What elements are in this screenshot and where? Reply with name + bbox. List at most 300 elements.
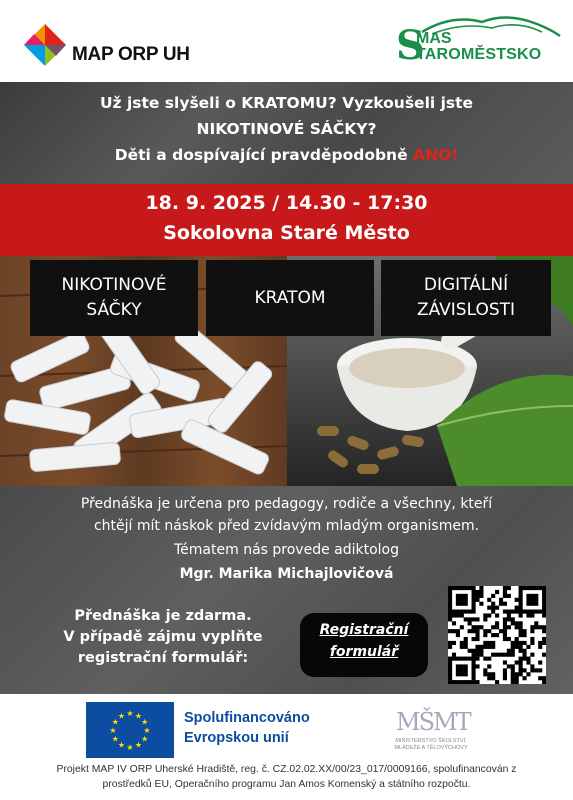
registration-line-1: Přednáška je zdarma. <box>74 608 252 624</box>
qr-module <box>479 586 483 590</box>
qr-module <box>519 641 523 645</box>
qr-module <box>487 676 491 680</box>
qr-module <box>530 586 534 590</box>
qr-module <box>515 598 519 602</box>
qr-module <box>483 657 487 661</box>
qr-module <box>460 586 464 590</box>
qr-module <box>511 680 515 684</box>
qr-module <box>472 660 476 664</box>
registration-button-line-2: formulář <box>329 644 399 661</box>
eu-star-icon: ★ <box>117 711 126 721</box>
qr-module <box>479 602 483 606</box>
qr-module <box>456 680 460 684</box>
qr-module <box>495 633 499 637</box>
qr-module <box>487 657 491 661</box>
topic-digital-addiction <box>381 260 551 336</box>
event-venue: Sokolovna Staré Město <box>163 222 410 244</box>
qr-module <box>448 680 452 684</box>
qr-module <box>491 641 495 645</box>
qr-module <box>491 594 495 598</box>
qr-module <box>530 653 534 657</box>
qr-module <box>448 602 452 606</box>
qr-module <box>526 602 530 606</box>
qr-module <box>515 621 519 625</box>
qr-module <box>495 613 499 617</box>
qr-module <box>472 680 476 684</box>
qr-module <box>522 668 526 672</box>
qr-module <box>472 594 476 598</box>
qr-module <box>448 594 452 598</box>
qr-module <box>448 606 452 610</box>
eu-star-icon: ★ <box>134 711 143 721</box>
qr-module <box>503 602 507 606</box>
qr-module <box>526 657 530 661</box>
qr-module <box>507 594 511 598</box>
qr-module <box>468 629 472 633</box>
project-footnote <box>0 762 573 792</box>
qr-module <box>460 668 464 672</box>
qr-module <box>503 629 507 633</box>
eu-star-icon: ★ <box>109 726 117 735</box>
qr-module <box>503 617 507 621</box>
qr-module <box>464 645 468 649</box>
qr-module <box>460 594 464 598</box>
qr-module <box>511 649 515 653</box>
qr-module <box>479 594 483 598</box>
qr-module <box>542 629 546 633</box>
qr-module <box>519 649 523 653</box>
qr-module <box>503 653 507 657</box>
intro-panel <box>0 82 573 184</box>
qr-module <box>507 586 511 590</box>
qr-module <box>475 645 479 649</box>
qr-module <box>519 633 523 637</box>
qr-module <box>464 617 468 621</box>
qr-module <box>534 668 538 672</box>
qr-module <box>456 610 460 614</box>
qr-module <box>468 621 472 625</box>
qr-code-icon[interactable] <box>448 586 546 684</box>
qr-module <box>519 660 523 664</box>
qr-module <box>542 676 546 680</box>
event-date-time: 18. 9. 2025 / 14.30 - 17:30 <box>145 192 428 214</box>
map-orp-logo-text: MAP ORP UH <box>72 44 190 65</box>
qr-module <box>522 653 526 657</box>
mas-logo-top-text: MAS <box>416 30 452 47</box>
qr-module <box>519 645 523 649</box>
qr-module <box>448 668 452 672</box>
qr-module <box>495 625 499 629</box>
qr-module <box>475 629 479 633</box>
qr-module <box>530 625 534 629</box>
qr-module <box>511 621 515 625</box>
qr-module <box>479 653 483 657</box>
qr-module <box>515 645 519 649</box>
registration-line-3: registrační formulář: <box>77 650 249 667</box>
registration-form-button[interactable] <box>300 613 428 677</box>
map-orp-logo-icon <box>22 22 68 68</box>
qr-module <box>542 594 546 598</box>
speaker-name: Mgr. Marika Michajlovičová <box>179 566 394 582</box>
qr-module <box>511 676 515 680</box>
qr-module <box>530 613 534 617</box>
qr-module <box>519 594 523 598</box>
qr-module <box>519 629 523 633</box>
qr-module <box>464 680 468 684</box>
qr-module <box>515 680 519 684</box>
qr-module <box>542 602 546 606</box>
qr-module <box>464 586 468 590</box>
qr-module <box>475 637 479 641</box>
qr-module <box>515 625 519 629</box>
topic-3-line-2: ZÁVISLOSTI <box>416 300 516 320</box>
qr-module <box>464 641 468 645</box>
qr-module <box>460 613 464 617</box>
qr-module <box>472 637 476 641</box>
qr-module <box>499 629 503 633</box>
qr-module <box>479 645 483 649</box>
msmt-caption <box>376 738 486 751</box>
qr-module <box>483 672 487 676</box>
qr-module <box>472 653 476 657</box>
intro-line-3 <box>0 146 573 164</box>
qr-module <box>464 657 468 661</box>
qr-module <box>526 610 530 614</box>
qr-module <box>519 672 523 676</box>
qr-module <box>452 586 456 590</box>
qr-module <box>464 610 468 614</box>
qr-module <box>507 610 511 614</box>
qr-module <box>460 645 464 649</box>
qr-module <box>542 680 546 684</box>
qr-module <box>530 594 534 598</box>
qr-module <box>491 610 495 614</box>
qr-module <box>519 613 523 617</box>
description-line-1: Přednáška je určena pro pedagogy, rodiče a všechny, kteří <box>80 496 493 512</box>
qr-module <box>487 613 491 617</box>
eu-star-icon: ★ <box>143 726 151 735</box>
qr-module <box>507 664 511 668</box>
qr-module <box>472 664 476 668</box>
qr-module <box>495 680 499 684</box>
qr-module <box>452 657 456 661</box>
qr-module <box>511 645 515 649</box>
footnote-line-2: prostředků EU, Operačního programu Jan Amos Komenský a státního rozpočtu. <box>102 779 471 791</box>
qr-module <box>538 641 542 645</box>
qr-module <box>456 613 460 617</box>
qr-module <box>460 657 464 661</box>
qr-module <box>448 657 452 661</box>
qr-module <box>487 629 491 633</box>
qr-module <box>464 668 468 672</box>
qr-module <box>491 672 495 676</box>
event-banner <box>0 184 573 256</box>
qr-module <box>460 680 464 684</box>
qr-module <box>526 672 530 676</box>
qr-module <box>460 625 464 629</box>
qr-module <box>542 641 546 645</box>
qr-module <box>515 637 519 641</box>
qr-module <box>526 586 530 590</box>
qr-module <box>538 645 542 649</box>
eu-star-icon: ★ <box>111 717 119 727</box>
qr-module <box>460 610 464 614</box>
qr-module <box>503 625 507 629</box>
qr-module <box>472 649 476 653</box>
qr-module <box>503 594 507 598</box>
qr-module <box>542 586 546 590</box>
qr-module <box>503 637 507 641</box>
qr-module <box>534 602 538 606</box>
qr-module <box>534 586 538 590</box>
qr-module <box>452 613 456 617</box>
qr-module <box>526 598 530 602</box>
qr-module <box>534 625 538 629</box>
qr-module <box>448 645 452 649</box>
qr-module <box>456 598 460 602</box>
qr-module <box>534 621 538 625</box>
qr-module <box>452 610 456 614</box>
qr-module <box>472 617 476 621</box>
qr-module <box>468 586 472 590</box>
qr-module <box>526 660 530 664</box>
eu-flag-icon <box>86 702 174 758</box>
qr-module <box>483 617 487 621</box>
qr-module <box>475 664 479 668</box>
qr-module <box>475 617 479 621</box>
qr-module <box>507 653 511 657</box>
qr-module <box>456 633 460 637</box>
topic-kratom <box>206 260 374 336</box>
qr-module <box>475 680 479 684</box>
qr-module <box>503 586 507 590</box>
qr-module <box>522 610 526 614</box>
qr-module <box>448 590 452 594</box>
qr-module <box>511 672 515 676</box>
qr-module <box>448 598 452 602</box>
qr-module <box>452 629 456 633</box>
qr-module <box>534 598 538 602</box>
mas-logo-bottom-text: TAROMĚSTSKO <box>416 46 542 63</box>
qr-module <box>522 657 526 661</box>
qr-module <box>491 602 495 606</box>
qr-module <box>472 586 476 590</box>
qr-module <box>472 629 476 633</box>
qr-module <box>522 649 526 653</box>
qr-module <box>515 606 519 610</box>
msmt-logo-text: MŠMT <box>396 708 470 736</box>
registration-line-2: V případě zájmu vyplňte <box>63 629 263 646</box>
qr-module <box>483 633 487 637</box>
topic-2-label: KRATOM <box>254 287 326 308</box>
qr-module <box>456 664 460 668</box>
qr-module <box>468 649 472 653</box>
qr-module <box>519 657 523 661</box>
qr-module <box>530 641 534 645</box>
qr-module <box>511 664 515 668</box>
qr-module <box>495 653 499 657</box>
qr-module <box>507 625 511 629</box>
qr-module <box>483 668 487 672</box>
topic-1-line-1: NIKOTINOVÉ <box>61 275 167 296</box>
qr-module <box>538 660 542 664</box>
qr-module <box>448 610 452 614</box>
qr-module <box>487 645 491 649</box>
intro-line-1: Už jste slyšeli o KRATOMU? Vyzkoušeli jste <box>99 94 474 112</box>
qr-module <box>456 668 460 672</box>
qr-module <box>522 676 526 680</box>
msmt-caption-line-1: MINISTERSTVO ŠKOLSTVÍ, <box>395 738 467 744</box>
qr-module <box>515 676 519 680</box>
eu-star-icon: ★ <box>111 734 119 744</box>
intro-highlight: ANO! <box>413 146 459 164</box>
intro-line-3-text: Děti a dospívající pravděpodobně <box>114 146 414 164</box>
qr-module <box>519 610 523 614</box>
eu-text-line-1: Spolufinancováno <box>184 710 310 726</box>
qr-module <box>542 598 546 602</box>
qr-module <box>472 676 476 680</box>
qr-module <box>448 586 452 590</box>
qr-module <box>515 610 519 614</box>
qr-module <box>503 621 507 625</box>
qr-module <box>526 594 530 598</box>
qr-module <box>448 676 452 680</box>
qr-module <box>491 625 495 629</box>
qr-module <box>542 613 546 617</box>
qr-module <box>464 598 468 602</box>
footnote-line-1: Projekt MAP IV ORP Uherské Hradiště, reg. č. CZ.02.02.XX/00/23_017/0009166, spolufinancován z <box>56 764 517 775</box>
qr-module <box>452 680 456 684</box>
qr-module <box>499 653 503 657</box>
qr-module <box>472 657 476 661</box>
eu-star-icon: ★ <box>141 734 149 744</box>
qr-module <box>542 590 546 594</box>
qr-module <box>479 649 483 653</box>
qr-module <box>487 672 491 676</box>
qr-module <box>456 594 460 598</box>
qr-module <box>503 590 507 594</box>
qr-module <box>475 633 479 637</box>
qr-module <box>507 637 511 641</box>
qr-module <box>538 676 542 680</box>
qr-module <box>511 610 515 614</box>
qr-module <box>538 586 542 590</box>
qr-module <box>472 602 476 606</box>
qr-module <box>448 613 452 617</box>
qr-module <box>491 645 495 649</box>
qr-module <box>507 613 511 617</box>
eu-star-icon: ★ <box>134 740 143 750</box>
qr-module <box>530 668 534 672</box>
qr-module <box>460 664 464 668</box>
qr-module <box>487 598 491 602</box>
intro-line-2: NIKOTINOVÉ SÁČKY? <box>196 120 377 138</box>
qr-module <box>448 629 452 633</box>
qr-module <box>491 633 495 637</box>
qr-module <box>519 625 523 629</box>
qr-module <box>503 668 507 672</box>
qr-module <box>515 672 519 676</box>
qr-module <box>530 637 534 641</box>
qr-module <box>503 672 507 676</box>
qr-module <box>487 664 491 668</box>
qr-module <box>519 590 523 594</box>
topic-3-line-1: DIGITÁLNÍ <box>423 275 509 296</box>
qr-module <box>475 653 479 657</box>
qr-module <box>538 625 542 629</box>
eu-star-icon: ★ <box>126 709 134 718</box>
qr-module <box>530 602 534 606</box>
eu-star-icon: ★ <box>117 740 126 750</box>
qr-module <box>519 668 523 672</box>
qr-module <box>479 590 483 594</box>
qr-module <box>511 668 515 672</box>
qr-module <box>534 610 538 614</box>
qr-module <box>475 649 479 653</box>
qr-module <box>522 633 526 637</box>
qr-module <box>483 613 487 617</box>
qr-module <box>511 617 515 621</box>
qr-module <box>460 641 464 645</box>
qr-module <box>538 610 542 614</box>
qr-module <box>495 621 499 625</box>
eu-cofinancing-text <box>184 708 310 749</box>
qr-module <box>507 649 511 653</box>
qr-module <box>468 610 472 614</box>
eu-text-line-2: Evropskou unií <box>184 730 289 747</box>
qr-module <box>472 606 476 610</box>
qr-module <box>526 645 530 649</box>
qr-module <box>472 625 476 629</box>
qr-module <box>519 586 523 590</box>
qr-module <box>448 641 452 645</box>
description-line-2: chtějí mít náskok před zvídavým mladým organismem. <box>93 518 480 534</box>
registration-button-line-1: Registrační <box>319 622 409 638</box>
qr-module <box>464 602 468 606</box>
qr-module <box>464 672 468 676</box>
mas-logo-initial: S <box>396 22 425 69</box>
qr-module <box>530 610 534 614</box>
qr-module <box>522 641 526 645</box>
qr-module <box>519 602 523 606</box>
qr-module <box>475 594 479 598</box>
qr-module <box>503 633 507 637</box>
qr-module <box>468 617 472 621</box>
qr-module <box>538 668 542 672</box>
qr-module <box>456 657 460 661</box>
qr-module <box>491 606 495 610</box>
qr-module <box>452 621 456 625</box>
qr-module <box>519 621 523 625</box>
qr-module <box>542 653 546 657</box>
qr-module <box>542 637 546 641</box>
qr-module <box>542 606 546 610</box>
qr-module <box>460 598 464 602</box>
qr-module <box>472 590 476 594</box>
qr-module <box>491 676 495 680</box>
qr-module <box>483 629 487 633</box>
qr-module <box>522 586 526 590</box>
qr-module <box>456 602 460 606</box>
qr-module <box>460 672 464 676</box>
qr-module <box>526 613 530 617</box>
qr-module <box>542 625 546 629</box>
qr-module <box>464 664 468 668</box>
qr-module <box>530 629 534 633</box>
qr-module <box>491 653 495 657</box>
topic-nicotine-pouches <box>30 260 198 336</box>
eu-star-icon: ★ <box>126 743 134 752</box>
